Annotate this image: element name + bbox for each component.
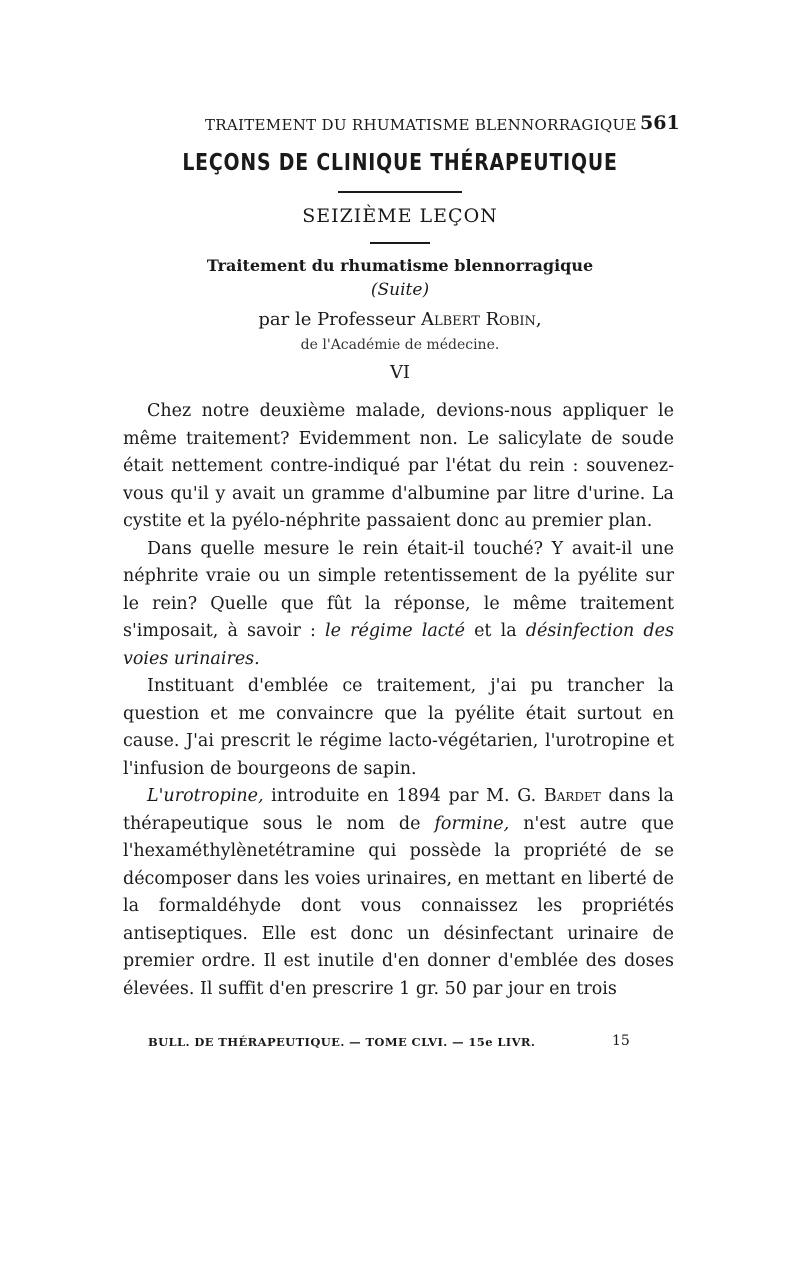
emphasis-text: le régime lacté: [325, 621, 465, 641]
paragraph-text: Dans quelle mesure le rein était-il touché? Y avait-il une néphrite vraie ou un simple retentissement de la pyélite sur le rein? Quelle que fût la réponse, le même traitement s'imposait, à savoir :: [123, 538, 674, 641]
byline-prefix: par le Professeur: [258, 309, 416, 330]
paragraph: Instituant d'emblée ce traitement, j'ai pu trancher la question et me convaincre que la pyélite était surtout en cause. J'ai prescrit le régime lacto-végétarien, l'urotropine et l'infusion de bourgeons de sapin.: [123, 676, 674, 779]
body-text: [123, 398, 674, 1003]
paragraph-text: dans la thérapeutique sous le nom de: [123, 786, 674, 834]
lesson-title: Traitement du rhumatisme blennorragique: [206, 256, 594, 275]
series-title: LEÇONS DE CLINIQUE THÉRAPEUTIQUE: [182, 150, 618, 176]
byline: [0, 309, 800, 330]
paragraph-text: introduite en 1894 par M. G.: [271, 786, 537, 806]
paragraph-text: et la: [474, 621, 517, 641]
author-affiliation: de l'Académie de médecine.: [300, 337, 500, 353]
paragraph-text: n'est autre que l'hexaméthylènetétramine qui possède la propriété de se décomposer dans les voies urinaires, en mettant en liberté de la formaldéhyde dont vous connaissez les propriétés antiseptiques. Elle est donc un désinfectant urinaire de premier ordre. Il est inutile d'en donner d'emblée des doses élevées. Il suffit d'en prescrire 1 gr. 50 par jour en trois: [123, 813, 674, 999]
divider-rule: [338, 191, 462, 193]
paragraph: [123, 783, 674, 1003]
paragraph: Chez notre deuxième malade, devions-nous appliquer le même traitement? Evidemment non. Le salicylate de soude était nettement contre-indiqué par l'état du rein : souvenez-vous qu'il y avait un gramme d'albumine par litre d'urine. La cystite et la pyélo-néphrite passaient donc au premier plan.: [123, 401, 674, 531]
section-numeral: VI: [389, 362, 411, 383]
running-head: TRAITEMENT DU RHUMATISME BLENNORRAGIQUE: [205, 116, 637, 134]
footer-imprint: BULL. DE THÉRAPEUTIQUE. — TOME CLVI. — 15e LIVR.: [148, 1035, 536, 1049]
person-name: Bardet: [543, 786, 601, 806]
lesson-number: SEIZIÈME LEÇON: [302, 205, 498, 227]
paragraph: [123, 536, 674, 674]
divider-rule: [370, 242, 430, 244]
lesson-suite: (Suite): [370, 280, 430, 300]
page-number: 561: [640, 112, 680, 134]
signature-number: 15: [612, 1033, 630, 1049]
emphasis-text: désinfection des voies urinaires.: [123, 621, 674, 669]
emphasis-text: formine,: [434, 813, 510, 834]
emphasis-text: L'urotropine,: [147, 786, 264, 806]
author-name: Albert Robin,: [421, 309, 542, 330]
